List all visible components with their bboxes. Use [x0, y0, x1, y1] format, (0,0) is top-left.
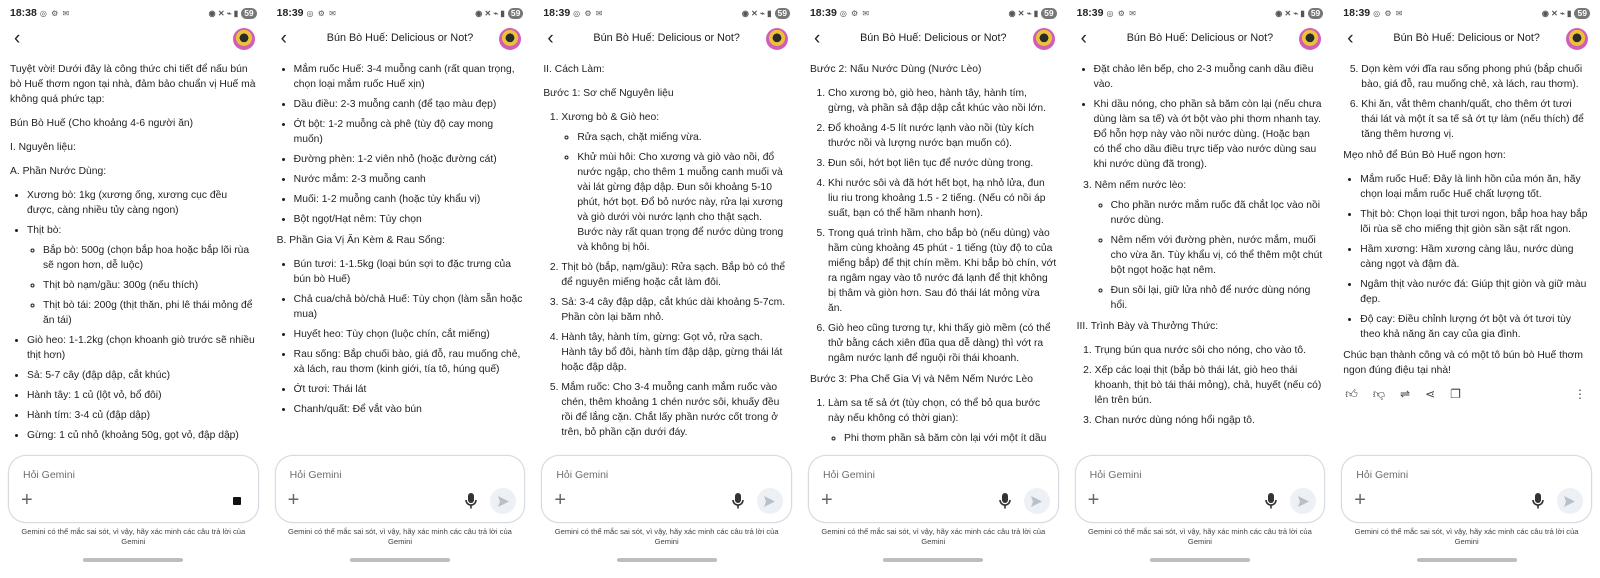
- battery-indicator: 59: [1308, 8, 1323, 19]
- chat-header: [1333, 28, 1600, 52]
- status-bar: [543, 6, 790, 20]
- list-item-text: Ngâm thịt vào nước đá: Giúp thịt giòn và giữ màu đẹp.: [1360, 279, 1587, 305]
- paragraph: I. Nguyên liệu:: [10, 142, 76, 153]
- disclaimer: Gemini có thể mắc sai sót, vì vậy, hãy xác minh các câu trả lời của Gemini: [554, 527, 779, 546]
- paragraph: B. Phần Gia Vị Ăn Kèm & Rau Sống:: [276, 235, 445, 246]
- prompt-box[interactable]: [1075, 455, 1326, 523]
- list-item: [1094, 97, 1324, 172]
- prompt-box[interactable]: [8, 455, 259, 523]
- notification-icons: ◎ ⚙ ✉: [1106, 8, 1137, 18]
- gemini-chat-screen: [0, 0, 267, 578]
- send-icon: [1563, 495, 1576, 508]
- list-item-text: Bột ngọt/Hạt nêm: Tùy chọn: [293, 214, 422, 225]
- list-item: [294, 327, 524, 342]
- microphone-icon[interactable]: [731, 492, 745, 510]
- bullet-list: [277, 62, 524, 227]
- microphone-icon[interactable]: [998, 492, 1012, 510]
- system-icons: [1542, 8, 1590, 19]
- paragraph: III. Trình Bày và Thưởng Thức:: [1076, 321, 1219, 332]
- list-item: [828, 176, 1057, 221]
- list-item-text: Cho phần nước mắm ruốc đã chắt lọc vào nồi nước dùng.: [1110, 200, 1321, 226]
- response-content[interactable]: [277, 62, 524, 446]
- back-arrow-icon[interactable]: ‹: [813, 28, 821, 49]
- notification-icons: ◎ ⚙ ✉: [306, 8, 337, 18]
- list-item: [27, 223, 257, 328]
- list-item: [1360, 277, 1590, 307]
- signal-icon: ◉ ✕ ⌁ ▮: [1275, 8, 1305, 18]
- list-item: [294, 382, 524, 397]
- plus-icon[interactable]: +: [1087, 489, 1100, 511]
- avatar[interactable]: [1299, 28, 1321, 50]
- chat-title: Bún Bò Huế: Delicious or Not?: [860, 32, 1007, 44]
- disclaimer: Gemini có thể mắc sai sót, vì vậy, hãy xác minh các câu trả lời của Gemini: [1354, 527, 1579, 546]
- paragraph: Chúc bạn thành công và có một tô bún bò Huế thơm ngon đúng điệu tại nhà!: [1343, 350, 1584, 376]
- response-content[interactable]: [810, 62, 1057, 446]
- list-item: [1360, 207, 1590, 237]
- list-item-text: Thịt bò nạm/gầu: 300g (nếu thích): [43, 280, 199, 291]
- response-content[interactable]: [10, 62, 257, 446]
- list-item-text: Mắm ruốc Huế: 3-4 muỗng canh (rất quan trọng, chọn loại mắm ruốc Huế xịn): [293, 64, 515, 90]
- status-time: 18:39: [276, 7, 304, 19]
- response-content[interactable]: [543, 62, 790, 446]
- list-item: [1361, 97, 1590, 142]
- prompt-box[interactable]: [541, 455, 792, 523]
- list-item-text: Đổ khoảng 4-5 lít nước lạnh vào nồi (tùy kích thước nồi và lượng nước bạn muốn có).: [827, 123, 1034, 149]
- list-item-text: Giò heo cũng tương tự, khi thấy giò mềm (có thể thử bằng cách xiên đũa qua dễ dàng) thì vớt ra ngâm nước lạnh để nguội rồi thái khoanh.: [827, 323, 1051, 364]
- list-item: [294, 292, 524, 322]
- system-icons: [1009, 8, 1057, 19]
- list-item-text: Phi thơm phần sả băm còn lại với một ít dầu: [843, 433, 1047, 444]
- bullet-list: [561, 130, 790, 255]
- battery-indicator: 59: [775, 8, 790, 19]
- list-item: [561, 295, 790, 325]
- list-item-text: Dọn kèm với đĩa rau sống phong phú (bắp chuối bào, giá đỗ, rau muống chẻ, xà lách, rau thơm).: [1361, 64, 1583, 90]
- list-item: [27, 188, 257, 218]
- list-item: [294, 402, 524, 417]
- prompt-input[interactable]: Hỏi Gemini: [1089, 469, 1142, 481]
- back-arrow-icon[interactable]: ‹: [280, 28, 287, 49]
- bullet-list: [277, 257, 524, 417]
- prompt-box[interactable]: [808, 455, 1059, 523]
- list-item-text: Trong quá trình hầm, cho bắp bò (nếu dùng) vào hầm cùng khoảng 45 phút - 1 tiếng (tùy độ to của miếng bắp) để thịt chín mềm. Khi bắp bò chín, vớt ra ngâm ngay vào tô nước đá lạnh để thịt không bị thâm và giòn hơn. Sau đó thái lát mỏng vừa ăn.: [827, 228, 1057, 314]
- list-item: [828, 156, 1057, 171]
- list-item: [294, 347, 524, 377]
- signal-icon: ◉ ✕ ⌁ ▮: [741, 8, 772, 18]
- list-item-text: Hành tím: 3-4 củ (đập dập): [27, 410, 151, 421]
- prompt-input[interactable]: Hỏi Gemini: [556, 469, 609, 481]
- list-item-text: Chanh/quất: Để vắt vào bún: [293, 404, 422, 415]
- stop-button[interactable]: [224, 488, 250, 514]
- chat-title: Bún Bò Huế: Delicious or Not?: [1126, 32, 1274, 44]
- list-item-text: Đường phèn: 1-2 viên nhỏ (hoặc đường cát): [293, 154, 497, 165]
- gemini-chat-screen: [533, 0, 800, 578]
- list-item: [577, 150, 790, 255]
- gesture-nav-bar: [1417, 558, 1517, 562]
- battery-indicator: 59: [508, 8, 523, 19]
- list-item: [828, 321, 1057, 366]
- send-button[interactable]: [490, 488, 516, 514]
- gesture-nav-bar: [883, 558, 983, 562]
- list-item: [561, 260, 790, 290]
- status-time: 18:38: [10, 7, 37, 19]
- numbered-list: [1343, 62, 1590, 142]
- list-item: [294, 62, 524, 92]
- list-item: [1095, 343, 1324, 358]
- gemini-chat-screen: [267, 0, 534, 578]
- microphone-icon[interactable]: [1264, 492, 1278, 510]
- status-time: 18:39: [543, 7, 571, 19]
- list-item-text: Hầm xương: Hầm xương càng lâu, nước dùng càng ngọt và đậm đà.: [1360, 244, 1574, 270]
- prompt-input[interactable]: Hỏi Gemini: [23, 469, 75, 481]
- status-bar: [10, 6, 257, 20]
- paragraph: Bún Bò Huế (Cho khoảng 4-6 người ăn): [10, 118, 194, 129]
- notification-icons: ◎ ⚙ ✉: [1373, 8, 1404, 18]
- list-item-text: Bắp bò: 500g (chọn bắp hoa hoặc bắp lõi rùa sẽ ngon hơn, dễ luộc): [43, 245, 250, 271]
- list-item-text: Đun sôi, hớt bọt liên tục để nước dùng trong.: [827, 158, 1034, 169]
- list-item: [294, 212, 524, 227]
- list-item: [1094, 62, 1324, 92]
- list-item: [828, 396, 1057, 446]
- list-item-text: Chan nước dùng nóng hổi ngập tô.: [1094, 415, 1255, 426]
- paragraph: Bước 2: Nấu Nước Dùng (Nước Lèo): [809, 64, 982, 75]
- list-item: [43, 243, 257, 273]
- system-icons: [742, 8, 790, 19]
- chat-header: [0, 28, 267, 52]
- list-item-text: Giò heo: 1-1.2kg (chọn khoanh giò trước sẽ nhiều thịt hơn): [27, 335, 255, 361]
- copy-icon[interactable]: ❐: [1450, 387, 1461, 401]
- response-actions: [1343, 387, 1590, 402]
- list-item: [1111, 283, 1324, 313]
- plus-icon[interactable]: +: [287, 489, 300, 511]
- list-item-text: Nước mắm: 2-3 muỗng canh: [293, 174, 426, 185]
- status-time: 18:39: [1343, 7, 1371, 19]
- microphone-icon[interactable]: [1531, 492, 1545, 510]
- list-item-text: Sả: 5-7 cây (đập dập, cắt khúc): [27, 370, 171, 381]
- list-item: [1111, 233, 1324, 278]
- list-item-text: Sả: 3-4 cây đập dập, cắt khúc dài khoảng 5-7cm. Phần còn lại băm nhỏ.: [561, 297, 786, 323]
- bullet-list: [27, 243, 257, 328]
- list-item: [1360, 312, 1590, 342]
- list-item: [27, 408, 257, 423]
- chat-title: Bún Bò Huế: Delicious or Not?: [1393, 32, 1540, 44]
- plus-icon[interactable]: +: [554, 489, 566, 511]
- chat-title: Bún Bò Huế: Delicious or Not?: [326, 32, 474, 44]
- back-arrow-icon[interactable]: ‹: [547, 28, 554, 49]
- list-item-text: Hành tây: 1 củ (lột vỏ, bổ đôi): [27, 390, 162, 401]
- paragraph: A. Phần Nước Dùng:: [10, 166, 107, 177]
- list-item: [828, 226, 1057, 316]
- list-item-text: Làm sa tế sả ớt (tùy chọn, có thể bỏ qua bước này nếu không có thời gian):: [827, 398, 1041, 424]
- list-item-text: Gừng: 1 củ nhỏ (khoảng 50g, gọt vỏ, đập dập): [27, 430, 239, 441]
- list-item-text: Mắm ruốc Huế: Đây là linh hồn của món ăn, hãy chọn loại mắm ruốc Huế chất lượng tốt.: [1360, 174, 1581, 200]
- list-item-text: Nêm nếm với đường phèn, nước mắm, muối cho vừa ăn. Tùy khẩu vị, có thể thêm một chút bột ngọt hoặc hạt nêm.: [1110, 235, 1323, 276]
- list-item-text: Thịt bò (bắp, nạm/gầu): Rửa sạch. Bắp bò có thể để nguyên miếng hoặc cắt làm đôi.: [561, 262, 786, 288]
- disclaimer: Gemini có thể mắc sai sót, vì vậy, hãy xác minh các câu trả lời của Gemini: [1088, 527, 1312, 546]
- status-bar: [810, 6, 1057, 20]
- list-item-text: Đặt chảo lên bếp, cho 2-3 muỗng canh dầu điều vào.: [1093, 64, 1314, 90]
- more-vert-icon[interactable]: ⋮: [1573, 387, 1586, 401]
- list-item: [294, 97, 524, 112]
- plus-icon[interactable]: +: [21, 489, 33, 511]
- numbered-list: [543, 110, 790, 440]
- send-icon: [1030, 495, 1043, 508]
- numbered-list: [1077, 343, 1324, 428]
- prompt-box[interactable]: [275, 455, 526, 523]
- list-item: [1095, 363, 1324, 408]
- modify-response-icon[interactable]: ⇌: [1400, 387, 1411, 401]
- list-item: [561, 380, 790, 440]
- disclaimer: Gemini có thể mắc sai sót, vì vậy, hãy xác minh các câu trả lời của Gemini: [288, 527, 512, 546]
- signal-icon: ◉ ✕ ⌁ ▮: [208, 8, 239, 18]
- disclaimer: Gemini có thể mắc sai sót, vì vậy, hãy xác minh các câu trả lời của Gemini: [21, 527, 246, 546]
- list-item-text: Nêm nếm nước lèo:: [1094, 180, 1187, 191]
- list-item: [294, 152, 524, 167]
- avatar[interactable]: [233, 28, 255, 50]
- list-item: [1095, 413, 1324, 428]
- list-item-text: Độ cay: Điều chỉnh lượng ớt bột và ớt tươi tùy theo khả năng ăn cay của gia đình.: [1360, 314, 1572, 340]
- plus-icon[interactable]: +: [820, 489, 833, 511]
- status-bar: [277, 6, 524, 20]
- gemini-chat-screen: [1333, 0, 1600, 578]
- paragraph: Tuyệt vời! Dưới đây là công thức chi tiết để nấu bún bò Huế thơm ngon tại nhà, đảm bảo chuẩn vị Huế mà không quá phức tạp:: [10, 64, 256, 105]
- gesture-nav-bar: [83, 558, 183, 562]
- list-item-text: Chả cua/chả bò/chả Huế: Tùy chọn (làm sẵn hoặc mua): [293, 294, 523, 320]
- list-item-text: Rau sống: Bắp chuối bào, giá đỗ, rau muống chẻ, xà lách, rau thơm (kinh giới, tía tô, húng quế): [293, 349, 521, 375]
- paragraph: Mẹo nhỏ để Bún Bò Huế ngon hơn:: [1343, 150, 1506, 161]
- list-item-text: Rửa sạch, chặt miếng vừa.: [577, 132, 702, 143]
- list-item-text: Cho xương bò, giò heo, hành tây, hành tím, gừng, và phần sả đập dập cắt khúc vào nồi lớn.: [827, 88, 1046, 114]
- paragraph: Bước 1: Sơ chế Nguyên liệu: [543, 88, 674, 99]
- share-icon[interactable]: ⋖: [1425, 387, 1436, 401]
- notification-icons: ◎ ⚙ ✉: [573, 8, 604, 18]
- thumb-down-icon[interactable]: 👎︎: [1372, 387, 1386, 401]
- chat-header: [267, 28, 534, 52]
- list-item: [1360, 172, 1590, 202]
- chat-header: [1067, 28, 1334, 52]
- list-item: [828, 86, 1057, 116]
- numbered-list: [810, 396, 1057, 446]
- list-item-text: Ớt bột: 1-2 muỗng cà phê (tùy độ cay mong muốn): [293, 119, 494, 145]
- system-icons: [475, 8, 523, 19]
- send-icon: [763, 495, 776, 508]
- bullet-list: [10, 188, 257, 443]
- system-icons: [209, 8, 257, 19]
- chat-header: [800, 28, 1067, 52]
- prompt-box[interactable]: [1341, 455, 1592, 523]
- disclaimer: Gemini có thể mắc sai sót, vì vậy, hãy xác minh các câu trả lời của Gemini: [821, 527, 1046, 546]
- list-item: [1111, 198, 1324, 228]
- list-item: [1095, 178, 1324, 313]
- list-item: [561, 110, 790, 255]
- gemini-chat-screen: [1067, 0, 1334, 578]
- list-item-text: Khử mùi hôi: Cho xương và giò vào nồi, đổ nước ngập, cho thêm 1 muỗng canh muối và vài lát gừng đập dập. Đun sôi khoảng 5-10 phút, hớt bọt. Đổ bỏ nước này, rửa lại xương và giò dưới vòi nước lạnh cho thật sạch. Bước này rất quan trọng để nước dùng trong và không bị hôi.: [577, 152, 784, 253]
- battery-indicator: 59: [241, 8, 256, 19]
- list-item-text: Trụng bún qua nước sôi cho nóng, cho vào tô.: [1094, 345, 1306, 356]
- send-icon: [497, 495, 510, 508]
- signal-icon: ◉ ✕ ⌁ ▮: [475, 8, 505, 18]
- send-button[interactable]: [1290, 488, 1316, 514]
- list-item-text: Ớt tươi: Thái lát: [293, 384, 367, 395]
- list-item: [844, 431, 1057, 446]
- send-button[interactable]: [1557, 488, 1583, 514]
- status-bar: [1343, 6, 1590, 20]
- notification-icons: ◎ ⚙ ✉: [839, 8, 871, 18]
- signal-icon: ◉ ✕ ⌁ ▮: [1541, 8, 1572, 18]
- gemini-chat-screen: [800, 0, 1067, 578]
- paragraph: II. Cách Làm:: [543, 64, 605, 75]
- list-item-text: Muối: 1-2 muỗng canh (hoặc tùy khẩu vị): [293, 194, 481, 205]
- status-time: 18:39: [1076, 7, 1104, 19]
- list-item-text: Thịt bò: Chọn loại thịt tươi ngon, bắp hoa hay bắp lõi rùa sẽ cho miếng thịt giòn sần sật rất ngon.: [1360, 209, 1588, 235]
- list-item-text: Khi dầu nóng, cho phần sả băm còn lại (nếu chưa dùng làm sa tế) và ớt bột vào phi thơm nhanh tay. Đổ hỗn hợp này vào nồi nước dùng. (Hoặc bạn có thể cho dầu điều trực tiếp vào nước dùng sau khi nước dùng đã trong).: [1093, 99, 1322, 170]
- send-button[interactable]: [757, 488, 783, 514]
- list-item-text: Thịt bò:: [27, 225, 62, 236]
- prompt-input[interactable]: Hỏi Gemini: [822, 469, 875, 481]
- list-item: [828, 121, 1057, 151]
- list-item: [27, 428, 257, 443]
- response-content[interactable]: [1343, 62, 1590, 446]
- battery-indicator: 59: [1041, 8, 1056, 19]
- list-item-text: Thịt bò tái: 200g (thịt thăn, phi lê thái mỏng để ăn tái): [43, 300, 253, 326]
- list-item-text: Dầu điều: 2-3 muỗng canh (để tạo màu đẹp): [293, 99, 497, 110]
- bullet-list: [1077, 62, 1324, 172]
- plus-icon[interactable]: +: [1354, 489, 1366, 511]
- list-item: [27, 388, 257, 403]
- battery-indicator: 59: [1574, 8, 1589, 19]
- gesture-nav-bar: [1150, 558, 1250, 562]
- bullet-list: [1095, 198, 1324, 313]
- thumb-up-icon[interactable]: 👍︎: [1345, 387, 1358, 401]
- numbered-list: [1077, 178, 1324, 313]
- prompt-input[interactable]: Hỏi Gemini: [1356, 469, 1409, 481]
- list-item: [27, 368, 257, 383]
- list-item-text: Xương bò & Giò heo:: [561, 112, 660, 123]
- list-item: [294, 257, 524, 287]
- avatar[interactable]: [1033, 28, 1055, 50]
- back-arrow-icon[interactable]: ‹: [14, 28, 21, 49]
- send-icon: [1297, 495, 1310, 508]
- gesture-nav-bar: [350, 558, 450, 562]
- bullet-list: [828, 431, 1057, 446]
- list-item-text: Huyết heo: Tùy chọn (luộc chín, cắt miếng): [293, 329, 490, 340]
- microphone-icon[interactable]: [464, 492, 478, 510]
- list-item-text: Mắm ruốc: Cho 3-4 muỗng canh mắm ruốc vào chén, thêm khoảng 1 chén nước sôi, khuấy đều rồi để lắng cặn. Chắt lấy phần nước cốt trong ở trên, bỏ phần cặn dưới đáy.: [561, 382, 780, 438]
- list-item-text: Đun sôi lại, giữ lửa nhỏ để nước dùng nóng hổi.: [1110, 285, 1311, 311]
- chat-header: [533, 28, 800, 52]
- prompt-input[interactable]: Hỏi Gemini: [289, 469, 342, 481]
- list-item-text: Xương bò: 1kg (xương ống, xương cục đều được, càng nhiều tủy càng ngon): [27, 190, 228, 216]
- back-arrow-icon[interactable]: ‹: [1347, 28, 1354, 49]
- list-item: [294, 172, 524, 187]
- avatar[interactable]: [1566, 28, 1588, 50]
- list-item: [577, 130, 790, 145]
- avatar[interactable]: [766, 28, 788, 50]
- bullet-list: [1343, 172, 1590, 342]
- list-item-text: Xếp các loại thịt (bắp bò thái lát, giò heo thái khoanh, thịt bò tái thái mỏng), chả, huyết (nếu có) lên trên bún.: [1094, 365, 1322, 406]
- notification-icons: ◎ ⚙ ✉: [39, 8, 71, 18]
- chat-title: Bún Bò Huế: Delicious or Not?: [593, 32, 740, 44]
- list-item: [294, 192, 524, 207]
- list-item: [294, 117, 524, 147]
- signal-icon: ◉ ✕ ⌁ ▮: [1008, 8, 1039, 18]
- list-item: [27, 333, 257, 363]
- gesture-nav-bar: [617, 558, 717, 562]
- response-content[interactable]: [1077, 62, 1324, 446]
- stop-icon: [233, 497, 241, 505]
- list-item: [43, 278, 257, 293]
- avatar[interactable]: [499, 28, 521, 50]
- send-button[interactable]: [1024, 488, 1050, 514]
- list-item: [561, 330, 790, 375]
- list-item: [43, 298, 257, 328]
- system-icons: [1275, 8, 1323, 19]
- back-arrow-icon[interactable]: ‹: [1080, 28, 1087, 49]
- numbered-list: [810, 86, 1057, 366]
- list-item: [1361, 62, 1590, 92]
- status-bar: [1077, 6, 1324, 20]
- list-item-text: Bún tươi: 1-1.5kg (loại bún sợi to đặc trưng của bún bò Huế): [293, 259, 511, 285]
- list-item-text: Khi nước sôi và đã hớt hết bọt, hạ nhỏ lửa, đun liu riu trong khoảng 1.5 - 2 tiếng. (Nếu có nồi áp suất, bạn có thể hầm nhanh hơn).: [827, 178, 1046, 219]
- list-item-text: Hành tây, hành tím, gừng: Gọt vỏ, rửa sạch. Hành tây bổ đôi, hành tím đập dập, gừng thái lát hoặc đập dập.: [561, 332, 783, 373]
- paragraph: Bước 3: Pha Chế Gia Vị và Nêm Nếm Nước Lèo: [809, 374, 1033, 385]
- list-item-text: Khi ăn, vắt thêm chanh/quất, cho thêm ớt tươi thái lát và một ít sa tế sả ớt tự làm (nếu thích) để tăng thêm hương vị.: [1361, 99, 1584, 140]
- list-item: [1360, 242, 1590, 272]
- status-time: 18:39: [809, 7, 837, 19]
